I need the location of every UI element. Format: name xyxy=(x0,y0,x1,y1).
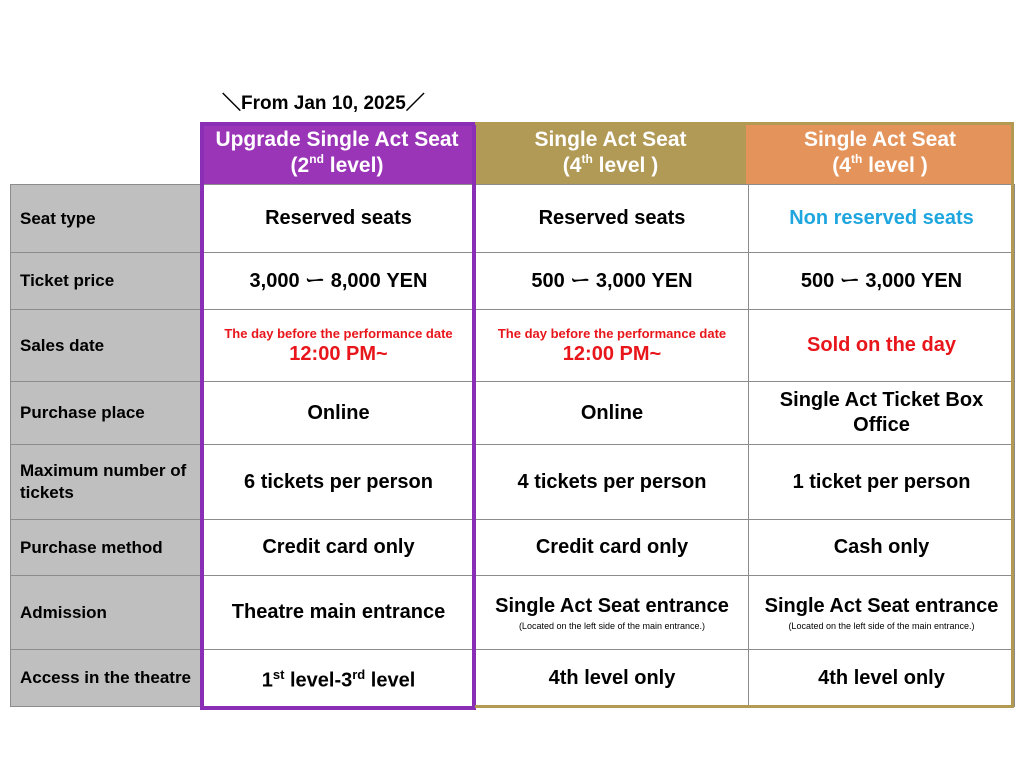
table-cell: Reserved seats xyxy=(202,185,476,253)
column-title: Single Act Seat xyxy=(534,128,687,151)
column-title: Single Act Seat xyxy=(803,128,957,151)
column-level: (2nd level) xyxy=(290,152,384,177)
table-cell xyxy=(476,310,749,382)
column-title: Upgrade Single Act Seat xyxy=(215,128,459,151)
column-level: (4th level ) xyxy=(832,152,928,177)
table-cell: 1 ticket per person xyxy=(749,445,1015,520)
row-label: Purchase method xyxy=(11,520,202,576)
table-cell: Reserved seats xyxy=(476,185,749,253)
row-label: Sales date xyxy=(11,310,202,382)
admission-entrance: Single Act Seat entrance xyxy=(495,594,729,617)
table-cell: Single Act Ticket Box Office xyxy=(749,382,1015,445)
table-row xyxy=(11,185,1015,253)
row-label: Access in the theatre xyxy=(11,650,202,707)
availability-banner: ＼From Jan 10, 2025／ xyxy=(222,93,425,114)
table-cell: Online xyxy=(476,382,749,445)
table-row xyxy=(11,650,1015,707)
table-row xyxy=(11,576,1015,650)
sales-date-note: The day before the performance date xyxy=(497,325,727,341)
table-cell: Non reserved seats xyxy=(749,185,1015,253)
sales-date-time: 12:00 PM~ xyxy=(289,342,388,365)
table-cell: 4 tickets per person xyxy=(476,445,749,520)
row-label: Ticket price xyxy=(11,253,202,310)
table-row xyxy=(11,253,1015,310)
table-cell: Sold on the day xyxy=(749,310,1015,382)
sales-date-time: 12:00 PM~ xyxy=(562,342,662,365)
table-row xyxy=(11,445,1015,520)
table-cell: 500 ー 3,000 YEN xyxy=(476,253,749,310)
table-cell: Credit card only xyxy=(202,520,476,576)
table-cell: Online xyxy=(202,382,476,445)
table-row xyxy=(11,520,1015,576)
admission-note: (Located on the left side of the main entrance.) xyxy=(788,620,975,631)
row-label: Admission xyxy=(11,576,202,650)
column-header-upgrade-single-act-seat xyxy=(202,122,472,184)
table-cell: 500 ー 3,000 YEN xyxy=(749,253,1015,310)
table-cell: 3,000 ー 8,000 YEN xyxy=(202,253,476,310)
table-cell xyxy=(202,310,476,382)
table-row xyxy=(11,382,1015,445)
table-cell: 1st level-3rd level xyxy=(202,650,476,707)
row-label: Purchase place xyxy=(11,382,202,445)
table-cell: 6 tickets per person xyxy=(202,445,476,520)
admission-note: (Located on the left side of the main entrance.) xyxy=(518,620,706,631)
admission-entrance: Single Act Seat entrance xyxy=(764,594,999,617)
table-cell: Theatre main entrance xyxy=(202,576,476,650)
row-label: Seat type xyxy=(11,185,202,253)
column-header-single-act-seat-reserved xyxy=(475,122,746,184)
sales-date-note: The day before the performance date xyxy=(224,325,453,341)
column-header-single-act-seat-nonreserved xyxy=(746,122,1014,184)
table-cell: 4th level only xyxy=(476,650,749,707)
table-cell xyxy=(476,576,749,650)
table-cell: 4th level only xyxy=(749,650,1015,707)
table-row xyxy=(11,310,1015,382)
seat-comparison-table xyxy=(10,184,1015,707)
row-label: Maximum number of tickets xyxy=(11,445,202,520)
column-level: (4th level ) xyxy=(562,152,659,177)
table-cell: Cash only xyxy=(749,520,1015,576)
table-cell: Credit card only xyxy=(476,520,749,576)
table-cell xyxy=(749,576,1015,650)
